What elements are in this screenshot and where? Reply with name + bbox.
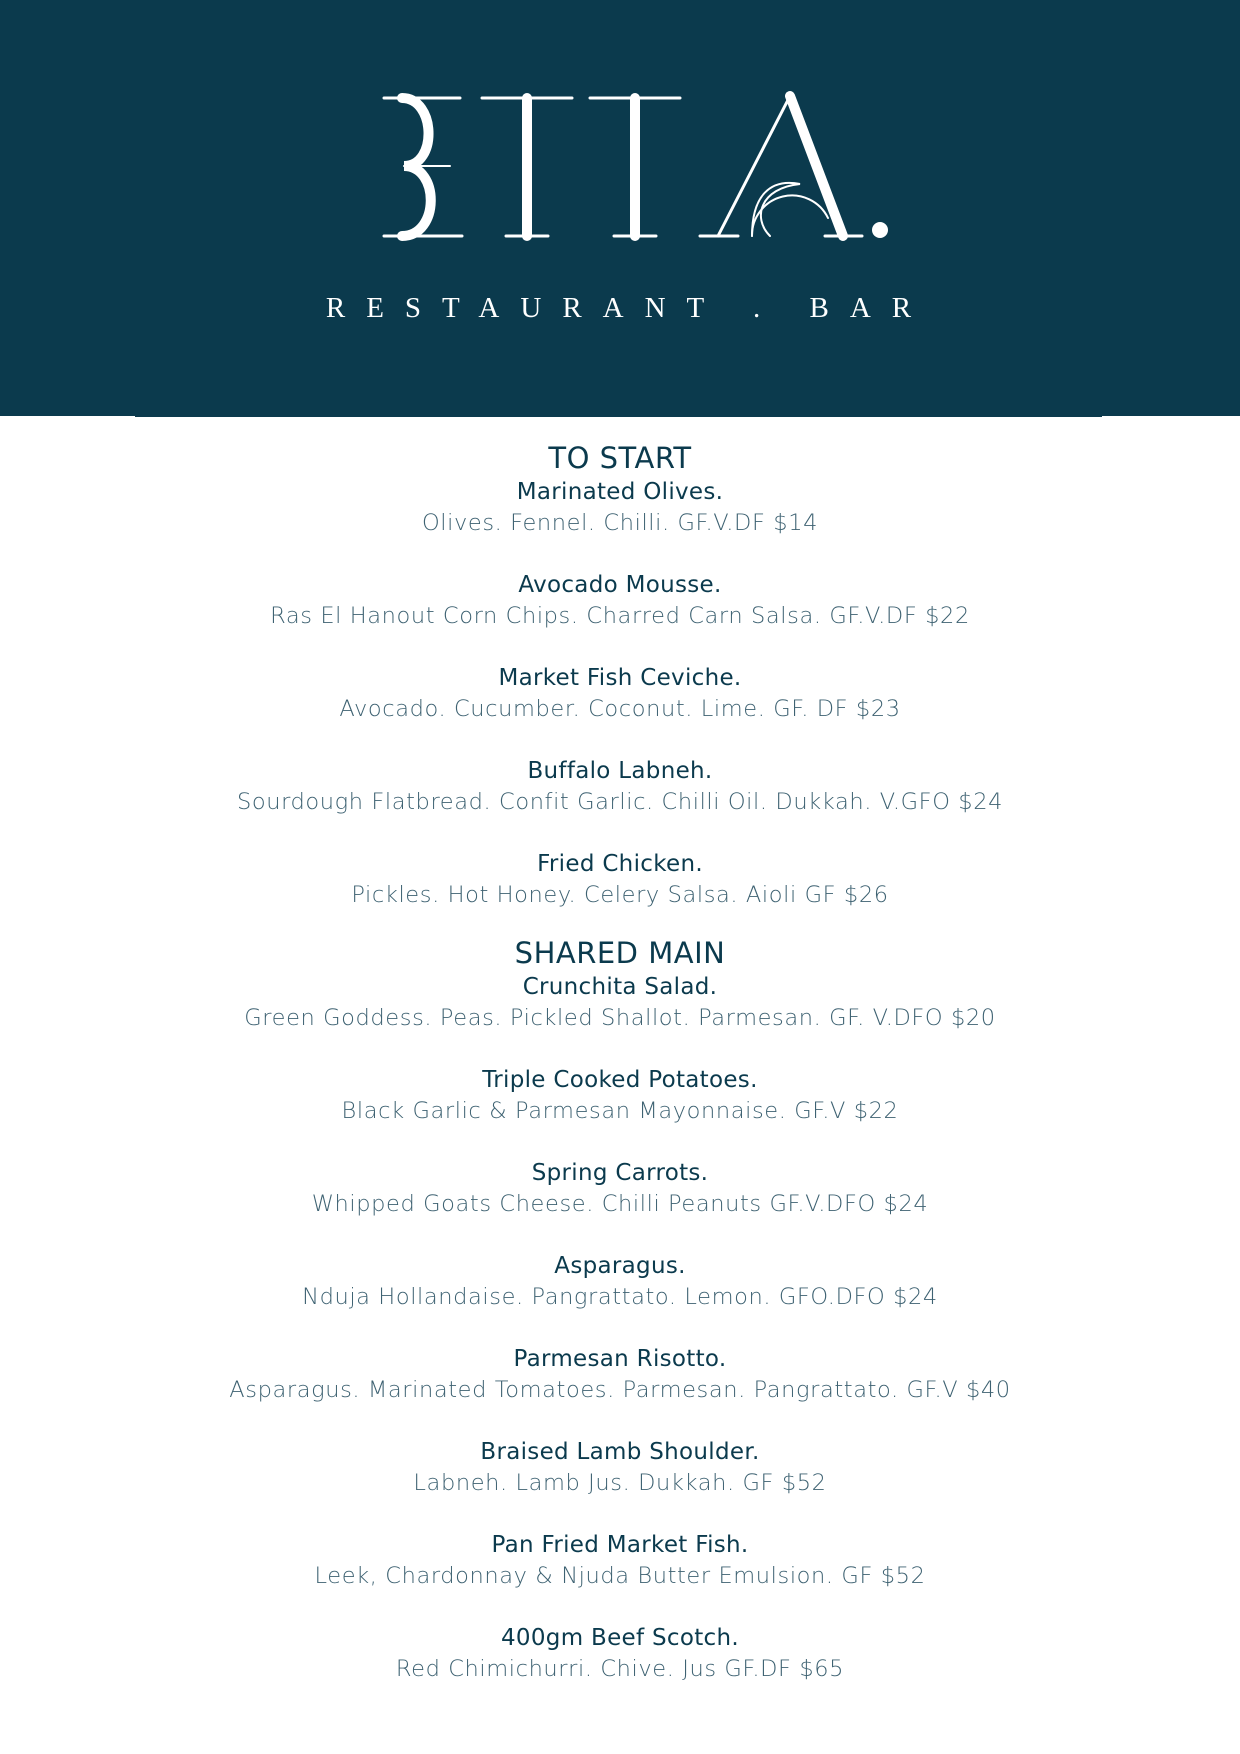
menu-item-name: Crunchita Salad.	[522, 974, 718, 1000]
menu-item	[0, 1437, 1240, 1499]
menu-item	[0, 972, 1240, 1034]
menu-item	[0, 756, 1240, 818]
menu-item-name: Buffalo Labneh.	[527, 758, 713, 784]
header-banner	[0, 0, 1240, 416]
menu-item-description: Black Garlic & Parmesan Mayonnaise. GF.V $22	[341, 1098, 899, 1124]
header-divider	[135, 415, 1102, 417]
menu-item-name: Marinated Olives.	[516, 479, 724, 505]
etta-logo	[0, 78, 1240, 258]
menu-item-description: Pickles. Hot Honey. Celery Salsa. Aioli GF $26	[351, 882, 889, 908]
menu-item-description: Olives. Fennel. Chilli. GF.V.DF $14	[421, 510, 819, 536]
menu-item-name: Parmesan Risotto.	[513, 1346, 727, 1372]
menu-item-description: Whipped Goats Cheese. Chilli Peanuts GF.V.DFO $24	[311, 1191, 929, 1217]
section-to-start	[0, 440, 1240, 911]
tagline: RESTAURANT . BAR	[325, 292, 933, 324]
section-title: TO START	[548, 441, 692, 475]
menu-item-name: 400gm Beef Scotch.	[501, 1625, 739, 1651]
menu-item-name: Avocado Mousse.	[518, 572, 722, 598]
menu-item-name: Fried Chicken.	[537, 851, 703, 877]
menu-item-description: Avocado. Cucumber. Coconut. Lime. GF. DF $23	[339, 696, 901, 722]
menu-item-description: Ras El Hanout Corn Chips. Charred Carn Salsa. GF.V.DF $22	[270, 603, 970, 629]
logo-graphic	[0, 78, 1240, 258]
section-shared-main	[0, 935, 1240, 1685]
menu-item	[0, 1251, 1240, 1313]
menu-item-description: Asparagus. Marinated Tomatoes. Parmesan. Pangrattato. GF.V $40	[229, 1377, 1011, 1403]
menu-item	[0, 570, 1240, 632]
menu-item	[0, 1158, 1240, 1220]
menu-item-name: Braised Lamb Shoulder.	[480, 1439, 760, 1465]
menu-item-name: Triple Cooked Potatoes.	[482, 1067, 758, 1093]
menu-item-description: Leek, Chardonnay & Njuda Butter Emulsion. GF $52	[314, 1563, 926, 1589]
menu-item	[0, 1065, 1240, 1127]
menu-item-description: Sourdough Flatbread. Confit Garlic. Chilli Oil. Dukkah. V.GFO $24	[236, 789, 1004, 815]
menu-body	[0, 440, 1240, 1716]
menu-item	[0, 1623, 1240, 1685]
menu-item-description: Nduja Hollandaise. Pangrattato. Lemon. GFO.DFO $24	[302, 1284, 938, 1310]
menu-item-name: Market Fish Ceviche.	[498, 665, 742, 691]
menu-item	[0, 849, 1240, 911]
menu-item-description: Green Goddess. Peas. Pickled Shallot. Parmesan. GF. V.DFO $20	[244, 1005, 996, 1031]
section-title: SHARED MAIN	[514, 936, 726, 970]
menu-item	[0, 663, 1240, 725]
menu-item	[0, 1344, 1240, 1406]
menu-item-name: Asparagus.	[554, 1253, 686, 1279]
menu-item-name: Spring Carrots.	[531, 1160, 709, 1186]
menu-item	[0, 477, 1240, 539]
menu-item-name: Pan Fried Market Fish.	[491, 1532, 749, 1558]
menu-item-description: Labneh. Lamb Jus. Dukkah. GF $52	[413, 1470, 827, 1496]
menu-item	[0, 1530, 1240, 1592]
menu-item-description: Red Chimichurri. Chive. Jus GF.DF $65	[395, 1656, 845, 1682]
